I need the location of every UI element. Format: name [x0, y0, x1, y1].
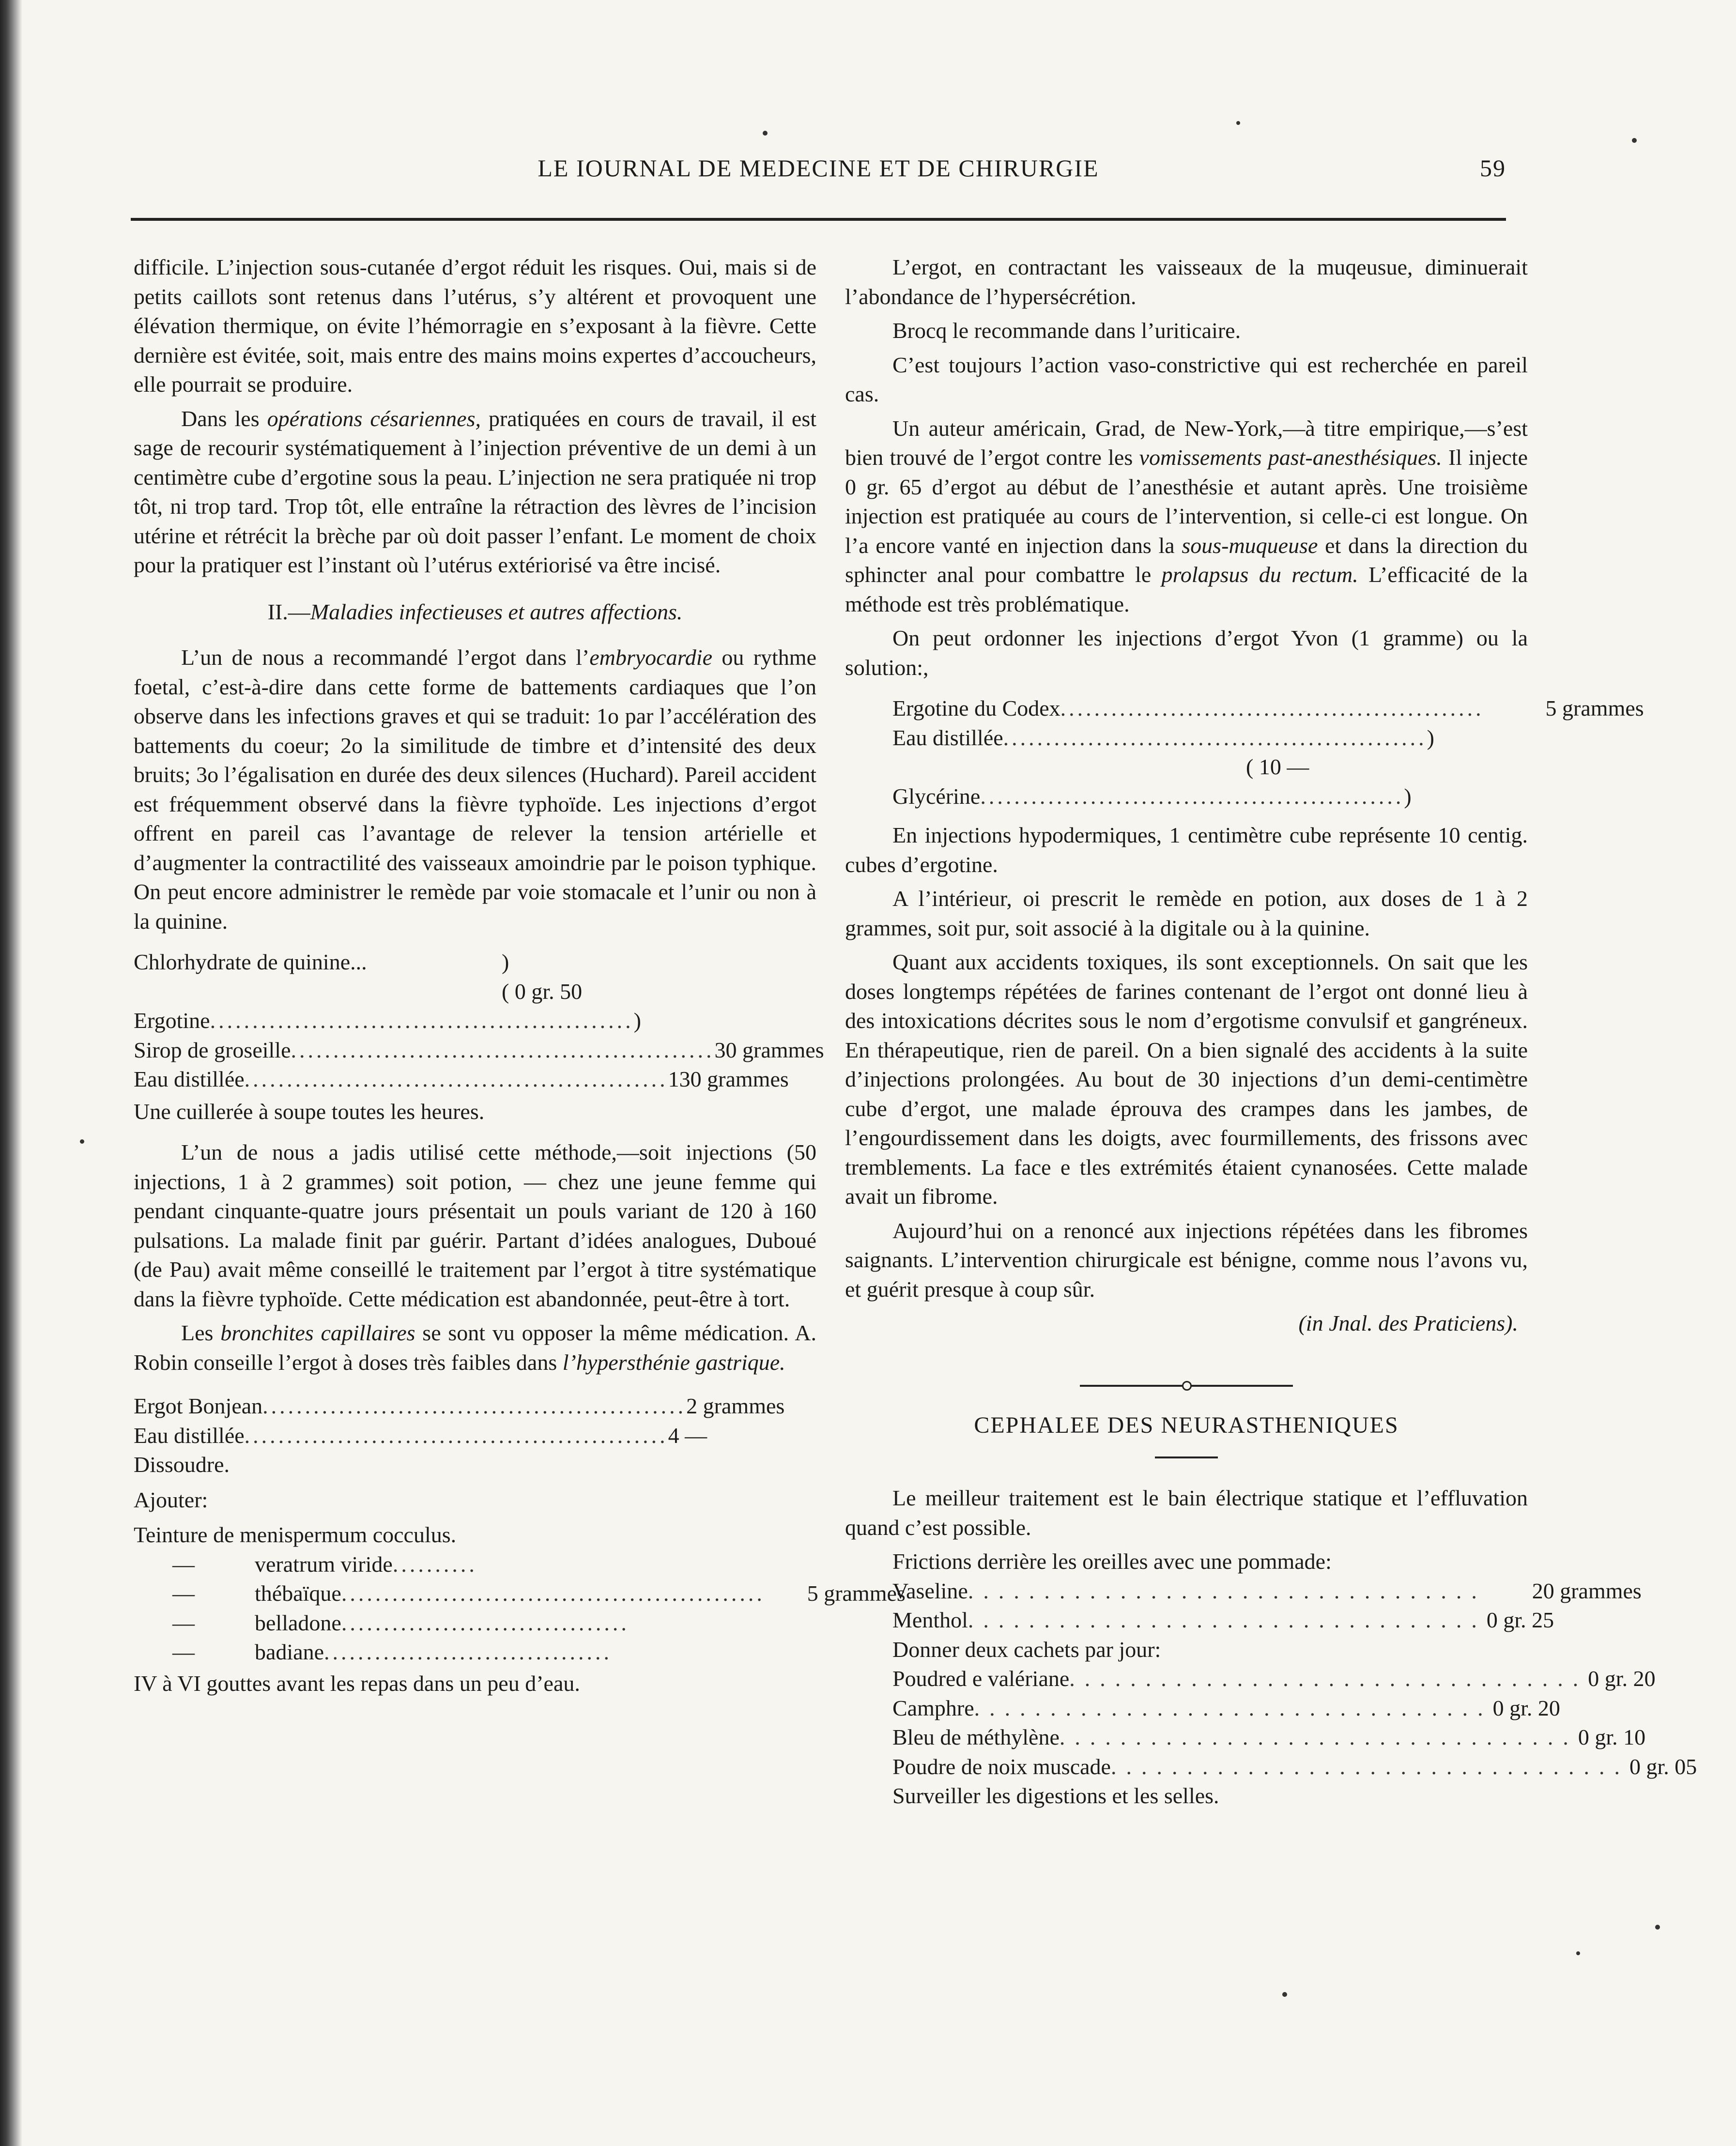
formula-row: Ergot Bonjean .................................................. 2 grammes — [134, 1394, 785, 1418]
formula-row: Chlorhydrate de quinine... ) — [134, 950, 509, 974]
right-column — [845, 253, 1697, 1819]
formula-row: Eau distillée .................................................. 4 — — [134, 1423, 707, 1448]
scan-speck — [80, 1139, 84, 1144]
paragraph: L’un de nous a jadis utilisé cette méthode,—soit injections (50 injections, 1 à 2 grammes) soit potion, — chez une jeune femme qui pendant cinquante-quatre jours présentait un pouls variant de 120 à 160 pulsations. La malade finit par guérir. Partant d’idées analogues, Duboué (de Pau) avait même conseillé le traitement par l’ergot à titre systématique dans la fièvre typhoïde. Cette médication est abandonnée, peut-être à tort. — [134, 1140, 816, 1311]
paragraph: Un auteur américain, Grad, de New-York,—à titre empirique,—s’est bien trouvé de l’ergot contre les vomissements past-anesthésiques. Il injecte 0 gr. 65 d’ergot au début de l’anesthésie et autant après. Une troisième injection est pratiquée au cours de l’intervention, si celle-ci est longue. On l’a encore vanté en injection dans la sous-muqueuse et dans la direction du sphincter anal pour combattre le prolapsus du rectum. L’efficacité de la méthode est très problématique. — [845, 415, 1528, 616]
formula-row: Vaseline .................................. 20 grammes — [892, 1578, 1642, 1603]
formula-row: Menthol .................................. 0 gr. 25 — [892, 1608, 1554, 1632]
paragraph: L’un de nous a recommandé l’ergot dans l’embryocardie ou rythme foetal, c’est-à-dire dans cette forme de battements cardiaques que l’on observe dans les infections graves et qui se traduit: 1o par l’accélération des battements du coeur; 2o la similitude de timbre et d’intensité des deux bruits; 3o l’égalisation en durée des deux silences (Huchard). Pareil accident est fréquemment observé dans la fièvre typhoïde. Les injections d’ergot offrent en pareil cas l’avantage de relever la tension artérielle et d’augmenter la contractilité des vaisseaux amoindrie par le poison typhique. On peut encore administrer le remède par voie stomacale et l’unir ou non à la quinine. — [134, 645, 817, 934]
source-citation: (in Jnal. des Praticiens). — [1298, 1311, 1518, 1335]
prescription-formula — [845, 1547, 1697, 1811]
scan-speck — [1282, 1992, 1287, 1997]
formula-row: Sirop de groseille .................................................. 30 grammes — [134, 1037, 824, 1062]
prescription-formula — [845, 694, 1644, 811]
page-header — [131, 154, 1506, 193]
formula-row: Frictions derrière les oreilles avec une pommade: — [892, 1549, 1332, 1574]
paragraph: Brocq le recommande dans l’uriticaire. — [892, 318, 1241, 343]
scan-speck — [763, 131, 768, 136]
scan-speck — [1236, 121, 1240, 125]
page-edge-shadow — [0, 0, 22, 2146]
formula-row: ( 10 — — [1246, 754, 1309, 779]
journal-title: LE IOURNAL DE MEDECINE ET DE CHIRURGIE — [538, 154, 1099, 182]
scan-speck — [1655, 1925, 1660, 1930]
paragraph: Les bronchites capillaires se sont vu opposer la même médication. A. Robin conseille l’ergot à doses très faibles dans l’hypersthénie gastrique. — [134, 1320, 817, 1375]
paragraph: A l’intérieur, oi prescrit le remède en potion, aux doses de 1 à 2 grammes, soit pur, soit associé à la digitale ou à la quinine. — [845, 886, 1528, 940]
formula-row: Camphre .................................. 0 gr. 20 — [892, 1695, 1560, 1720]
formula-row: — thébaïque .................................................. 5 grammes — [172, 1581, 906, 1606]
paragraph: Dans les opérations césariennes, pratiquées en cours de travail, il est sage de recourir systématiquement à l’injection préventive de un demi à un centimètre cube d’ergotine sous la peau. L’injection ne sera pratiquée ni trop tôt, ni trop tard. Trop tôt, elle entraîne la rétraction des lèvres de l’incision utérine et rétrécit la brèche par où doit passer l’enfant. Le moment de choix pour la pratiquer est l’instant où l’utérus extériorisé va être incisé. — [134, 406, 817, 577]
headline-rule — [1155, 1456, 1218, 1458]
scan-speck — [1632, 138, 1637, 143]
section-divider — [1080, 1385, 1293, 1387]
formula-row: Poudred e valériane .................................. 0 gr. 20 — [892, 1666, 1656, 1691]
paragraph: L’ergot, en contractant les vaisseaux de la muqeusue, diminuerait l’abondance de l’hypersécrétion. — [845, 255, 1528, 309]
prescription-formula — [134, 1392, 906, 1667]
divider-ornament — [1182, 1381, 1192, 1391]
formula-row: Donner deux cachets par jour: — [892, 1637, 1161, 1662]
paragraph: Quant aux accidents toxiques, ils sont exceptionnels. On sait que les doses longtemps répétées de farines contenant de l’ergot ont donné lieu à des intoxications décrites sous le nom d’ergotisme convulsif et gangréneux. En thérapeutique, rien de pareil. On a bien signalé des accidents à la suite d’injections prolongées. Au bout de 30 injections d’un demi-centimètre cube d’ergot, une malade éprouva des crampes dans les jambes, de l’engourdissement dans les doigts, avec fourmillements, des frissons avec tremblements. La face e tles extrémités étaient cynanosées. Cette malade avait un fibrome. — [845, 950, 1528, 1209]
paragraph: C’est toujours l’action vaso-constrictive qui est recherchée en pareil cas. — [845, 352, 1528, 406]
header-rule — [131, 218, 1506, 221]
page-number: 59 — [1480, 154, 1506, 182]
paragraph: Une cuillerée à soupe toutes les heures. — [134, 1099, 485, 1124]
paragraph: difficile. L’injection sous-cutanée d’ergot réduit les risques. Oui, mais si de petits caillots sont retenus dans l’utérus, s’y altérent et provoquent une élévation thermique, on évite l’hémorragie en s’exposant à la fièvre. Cette dernière est évitée, soit, mais entre des mains moins expertes d’accoucheurs, elle pourrait se produire. — [134, 255, 816, 397]
formula-row: Glycérine .................................................. ) — [892, 783, 1412, 809]
formula-row: Teinture de menispermum cocculus. — [134, 1522, 457, 1547]
formula-row: — badiane .................................. — [172, 1640, 613, 1664]
paragraph: Aujourd’hui on a renoncé aux injections répétées dans les fibromes saignants. L’intervention chirurgicale est bénigne, comme nous l’avons vu, et guérit presque à coup sûr. — [845, 1218, 1528, 1302]
paragraph: IV à VI gouttes avant les repas dans un peu d’eau. — [134, 1671, 580, 1696]
formula-row: ( 0 gr. 50 — [502, 979, 583, 1004]
paragraph: En injections hypodermiques, 1 centimètre cube représente 10 centig. cubes d’ergotine. — [845, 823, 1528, 877]
formula-row: Ajouter: — [134, 1487, 208, 1512]
article-headline: CEPHALEE DES NEURASTHENIQUES — [974, 1412, 1399, 1438]
formula-row: Dissoudre. — [134, 1452, 230, 1477]
section-heading: II.—Maladies infectieuses et autres affections. — [267, 599, 683, 624]
formula-row: Eau distillée .................................................. 130 grammes — [134, 1067, 789, 1091]
scan-speck — [1576, 1951, 1580, 1955]
formula-row: Bleu de méthylène .................................. 0 gr. 10 — [892, 1725, 1646, 1749]
prescription-formula — [134, 948, 824, 1094]
formula-row: — veratrum viride .......... — [172, 1551, 477, 1577]
formula-row: — belladone .................................. — [172, 1610, 630, 1635]
paragraph: Le meilleur traitement est le bain électrique statique et l’effluvation quand c’est possible. — [845, 1486, 1528, 1540]
formula-row: Ergotine du Codex .................................................. 5 grammes — [892, 696, 1644, 720]
paragraph: On peut ordonner les injections d’ergot Yvon (1 gramme) ou la solution:, — [845, 626, 1528, 680]
formula-row: Eau distillée .................................................. ) — [892, 725, 1434, 750]
left-column — [134, 253, 906, 1703]
formula-row: Surveiller les digestions et les selles. — [892, 1783, 1219, 1808]
formula-row: Ergotine .................................................. ) — [134, 1008, 641, 1033]
formula-row: Poudre de noix muscade .................................. 0 gr. 05 — [892, 1754, 1697, 1779]
